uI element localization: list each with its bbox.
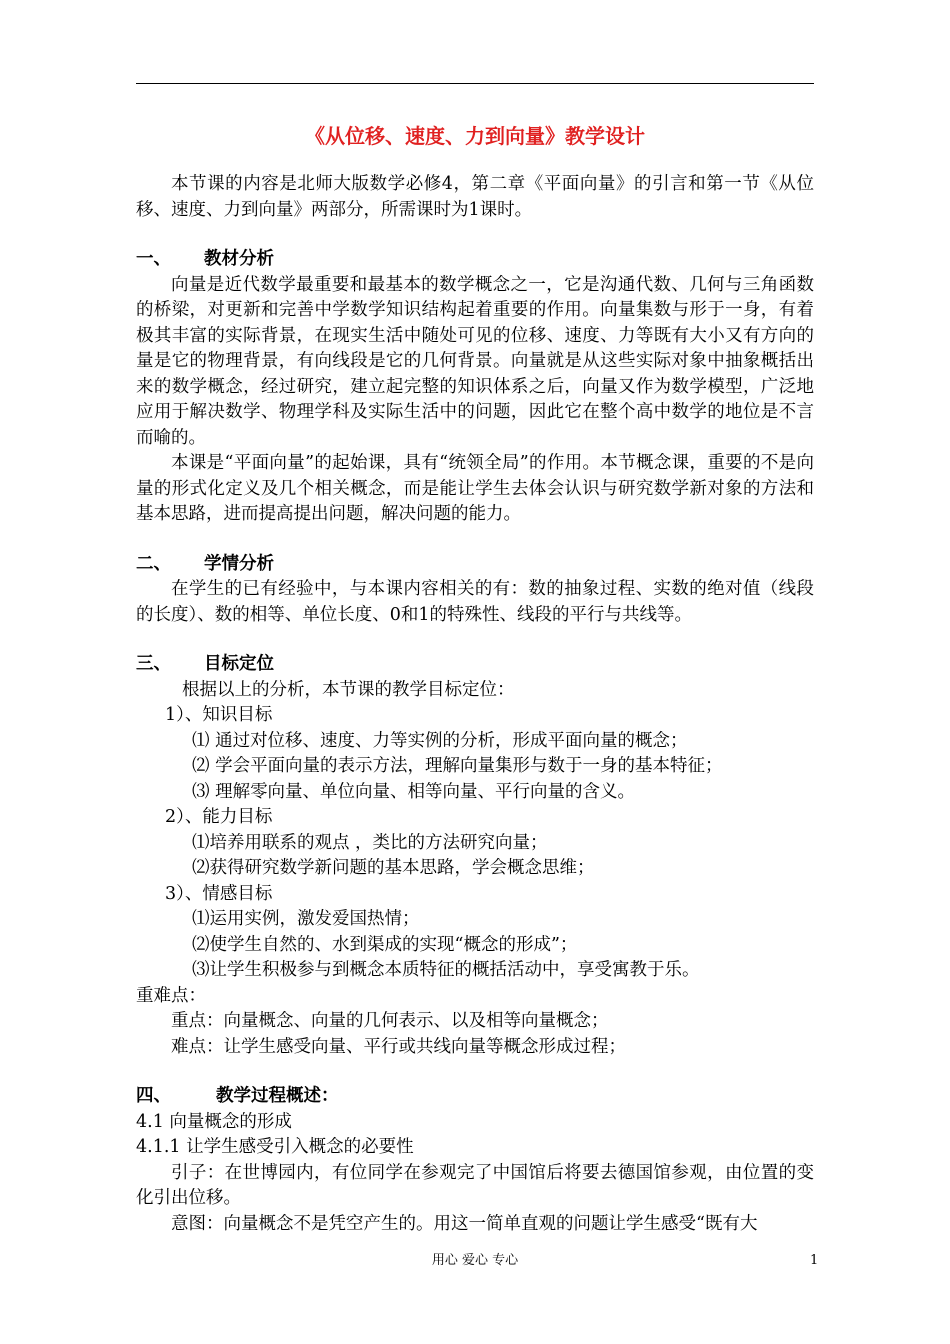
section-heading-1 — [136, 247, 814, 273]
section-number: 三、 — [136, 654, 171, 674]
difficult-point: 难点：让学生感受向量、平行或共线向量等概念形成过程； — [171, 1036, 626, 1057]
goal-item: ⑵获得研究数学新问题的基本思路，学会概念思维； — [192, 858, 595, 878]
footer-slogan: 用心 爱心 专心 — [431, 1253, 519, 1268]
paragraph: 意图：向量概念不是凭空产生的。用这一简单直观的问题让学生感受“既有大 — [171, 1213, 758, 1234]
document-title: 《从位移、速度、力到向量》教学设计 — [305, 124, 645, 148]
section-number: 四、 — [136, 1086, 171, 1106]
goal-label: 2）、能力目标 — [165, 807, 273, 827]
goal-item: ⑶让学生积极参与到概念本质特征的概括活动中，享受寓教于乐。 — [192, 960, 700, 980]
section-title: 学情分析 — [204, 553, 274, 574]
intro-paragraph: 本节课的内容是北师大版数学必修4，第二章《平面向量》的引言和第一节《从位移、速度、力到向量》两部分，所需课时为1课时。 — [136, 174, 814, 220]
keypoints-label: 重难点： — [136, 985, 206, 1006]
goal-item: ⑵ 学会平面向量的表示方法，理解向量集形与数于一身的基本特征； — [192, 756, 723, 776]
page-number: 1 — [810, 1253, 819, 1268]
subsection-title: 4.1.1 让学生感受引入概念的必要性 — [136, 1137, 414, 1157]
section-heading-2 — [136, 552, 814, 578]
paragraph: 引子：在世博园内，有位同学在参观完了中国馆后将要去德国馆参观，由位置的变化引出位移。 — [136, 1162, 814, 1208]
section-title: 教学过程概述： — [216, 1086, 339, 1106]
header-rule — [136, 83, 814, 84]
goal-item: ⑴ 通过对位移、速度、力等实例的分析，形成平面向量的概念； — [192, 730, 688, 751]
goal-item: ⑴运用实例，激发爱国热情； — [192, 909, 420, 929]
section-heading-4 — [136, 1084, 814, 1110]
paragraph: 向量是近代数学最重要和最基本的数学概念之一，它是沟通代数、几何与三角函数的桥梁，对更新和完善中学数学知识结构起着重要的作用。向量集数与形于一身，有着极其丰富的实际背景，在现实生活中随处可见的位移、速度、力等既有大小又有方向的量是它的物理背景，有向线段是它的几何背景。向量就是从这些实际对象中抽象概括出来的数学概念，经过研究，建立起完整的知识体系之后，向量又作为数学模型，广泛地应用于解决数学、物理学科及实际生活中的问题，因此它在整个高中数学的地位是不言而喻的。 — [136, 274, 814, 448]
document-body — [136, 118, 814, 1237]
goal-item: ⑵使学生自然的、水到渠成的实现“概念的形成”； — [192, 934, 578, 955]
goal-item: ⑶ 理解零向量、单位向量、相等向量、平行向量的含义。 — [192, 781, 636, 802]
goals-lead: 根据以上的分析，本节课的教学目标定位： — [182, 679, 515, 700]
subsection-title: 4.1 向量概念的形成 — [136, 1111, 292, 1132]
section-number: 二、 — [136, 553, 171, 574]
paragraph: 在学生的已有经验中，与本课内容相关的有：数的抽象过程、实数的绝对值（线段的长度）、数的相等、单位长度、0和1的特殊性、线段的平行与共线等。 — [136, 579, 814, 625]
paragraph: 本课是“平面向量”的起始课，具有“统领全局”的作用。本节概念课，重要的不是向量的形式化定义及几个相关概念，而是能让学生去体会认识与研究数学新对象的方法和基本思路，进而提高提出问题，解决问题的能力。 — [136, 453, 814, 524]
section-heading-3 — [136, 652, 814, 678]
section-title: 目标定位 — [204, 654, 274, 674]
goal-item: ⑴培养用联系的观点 ，类比的方法研究向量； — [192, 832, 548, 853]
section-number: 一、 — [136, 249, 171, 269]
section-title: 教材分析 — [204, 249, 274, 269]
goal-label: 1）、知识目标 — [165, 705, 273, 725]
key-point: 重点：向量概念、向量的几何表示、以及相等向量概念； — [171, 1011, 609, 1031]
goal-label: 3）、情感目标 — [165, 883, 273, 904]
